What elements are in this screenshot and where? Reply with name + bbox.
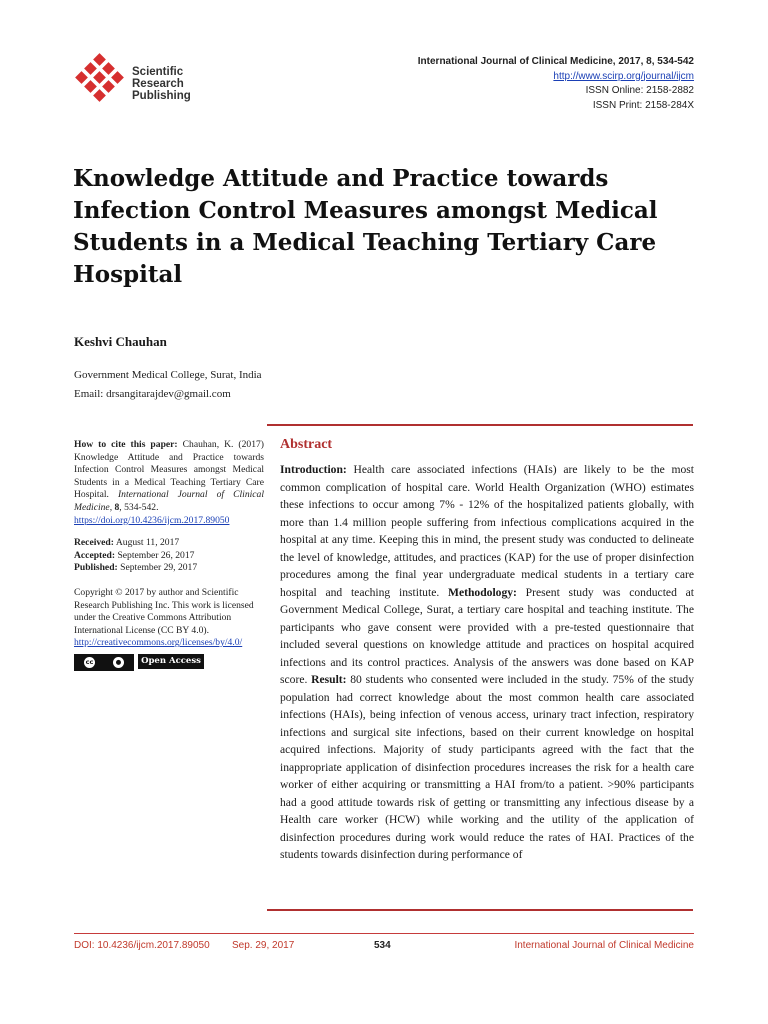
publisher-logo [72,52,202,108]
article-dates [74,537,264,575]
abstract-intro-label: Introduction: [280,463,347,476]
cite-text: Chauhan, K. (2017) Knowledge Attitude and Practice towards Infection Control Measures amongst Medical Students in a Medical Teaching Tertiary Care Hospital. [74,439,265,501]
license-badges [74,654,264,671]
cite-label: How to cite this paper: [74,439,178,450]
article-title: Knowledge Attitude and Practice towards Infection Control Measures amongst Medical Students in a Medical Teaching Tertiary Care Hospital [73,165,658,288]
page-number: 534 [374,940,391,951]
abstract-body [280,461,694,864]
abstract-top-rule [267,424,693,426]
journal-info [418,55,694,113]
doi-link[interactable]: https://doi.org/10.4236/ijcm.2017.89050 [74,514,230,526]
footer-doi: DOI: 10.4236/ijcm.2017.89050 [74,940,210,951]
abstract-method-label: Methodology: [448,585,517,599]
cite-volume: 8 [114,501,120,513]
publisher-line-3: Publishing [132,90,191,102]
abstract-intro-text: Health care associated infections (HAIs) are likely to be the most common complication of hospital care. World Health Organization (WHO) estimates these infections to occur among 7% - 12% of the hospitalized patients globally, with more than 1.4 million people suffering from infectious complications acquired in the hospital at any time. Keeping this in mind, the present study was conducted to delineate the level of knowledge, attitudes, and practices (KAP) for the use of proper disinfection procedures among the final year undergraduate medical students in a tertiary care hospital and teaching institute. [280,463,694,599]
abstract-result-text: 80 students who consented were included in the study. 75% of the study population had correct knowledge about the most common health care associated infections (HAIs), being infection of venous access, urinary tract infection, respiratory infections and surgical site infections, based on their current knowledge on hospital acquired infections. Majority of study participants agreed with the fact that the inappropriate application of disinfection procedures increases the risk for a health care worker of either acquiring or transmitting a HAI from/to a patient. >90% participants had a good attitude towards risk of getting or transmitting any infectious disease by a Health care worker (HCW) while working and the utility of the application of disinfection procedures during work would reduce the rates of HAI. Practices of the students towards disinfection during performance of [280,673,694,861]
license-link[interactable]: http://creativecommons.org/licenses/by/4.0/ [74,637,243,649]
received-date: August 11, 2017 [115,537,180,549]
abstract-heading: Abstract [280,437,333,452]
publisher-line-1: Scientific [132,66,184,78]
accepted-label: Accepted: [74,549,116,561]
abstract-bottom-rule [267,909,693,911]
issn-online: ISSN Online: 2158-2882 [585,85,694,96]
received-label: Received: [74,537,114,549]
abstract-method-text: Present study was conducted at Government Medical College, Surat, a tertiary care hospital and teaching institute. The participants who gave consent were provided with a pre-tested questionnaire that included several questions on knowledge attitude and practices on hospital acquired infections and its control practices. Analysis of the answers was done based on KAP score. [280,585,694,686]
cite-pages: , 534-542. [119,501,159,513]
scirp-diamond-logo-icon [72,52,128,108]
open-access-badge: Open Access [138,654,204,669]
footer-journal-name: International Journal of Clinical Medicine [514,940,694,951]
cite-journal: International Journal of Clinical Medicine, [74,489,264,513]
issn-print: ISSN Print: 2158-284X [592,99,694,111]
cc-badge-text: cc [85,657,94,666]
cc-by-license-icon[interactable] [74,654,134,671]
abstract-result-label: Result: [311,673,347,686]
author-email: Email: drsangitarajdev@gmail.com [74,388,231,400]
journal-citation: International Journal of Clinical Medicine, 2017, 8, 534-542 [417,56,694,67]
article-sidebar [74,439,264,671]
author-affiliation-block [74,366,262,404]
published-date: September 29, 2017 [120,562,198,574]
footer-rule [74,933,694,934]
published-label: Published: [74,562,118,574]
copyright-notice [74,587,264,650]
author-name: Keshvi Chauhan [74,334,167,349]
footer-date: Sep. 29, 2017 [232,940,295,951]
journal-url-link[interactable]: http://www.scirp.org/journal/ijcm [553,70,694,82]
how-to-cite [74,439,264,527]
publisher-name [132,66,191,102]
accepted-date: September 26, 2017 [117,549,195,561]
publisher-line-2: Research [132,78,184,90]
attribution-person-icon: ● [113,657,124,668]
copyright-text: Copyright © 2017 by author and Scientific Research Publishing Inc. This work is licensed under the Creative Commons Attribution International License (CC BY 4.0). [74,586,254,636]
affiliation: Government Medical College, Surat, India [74,369,262,381]
